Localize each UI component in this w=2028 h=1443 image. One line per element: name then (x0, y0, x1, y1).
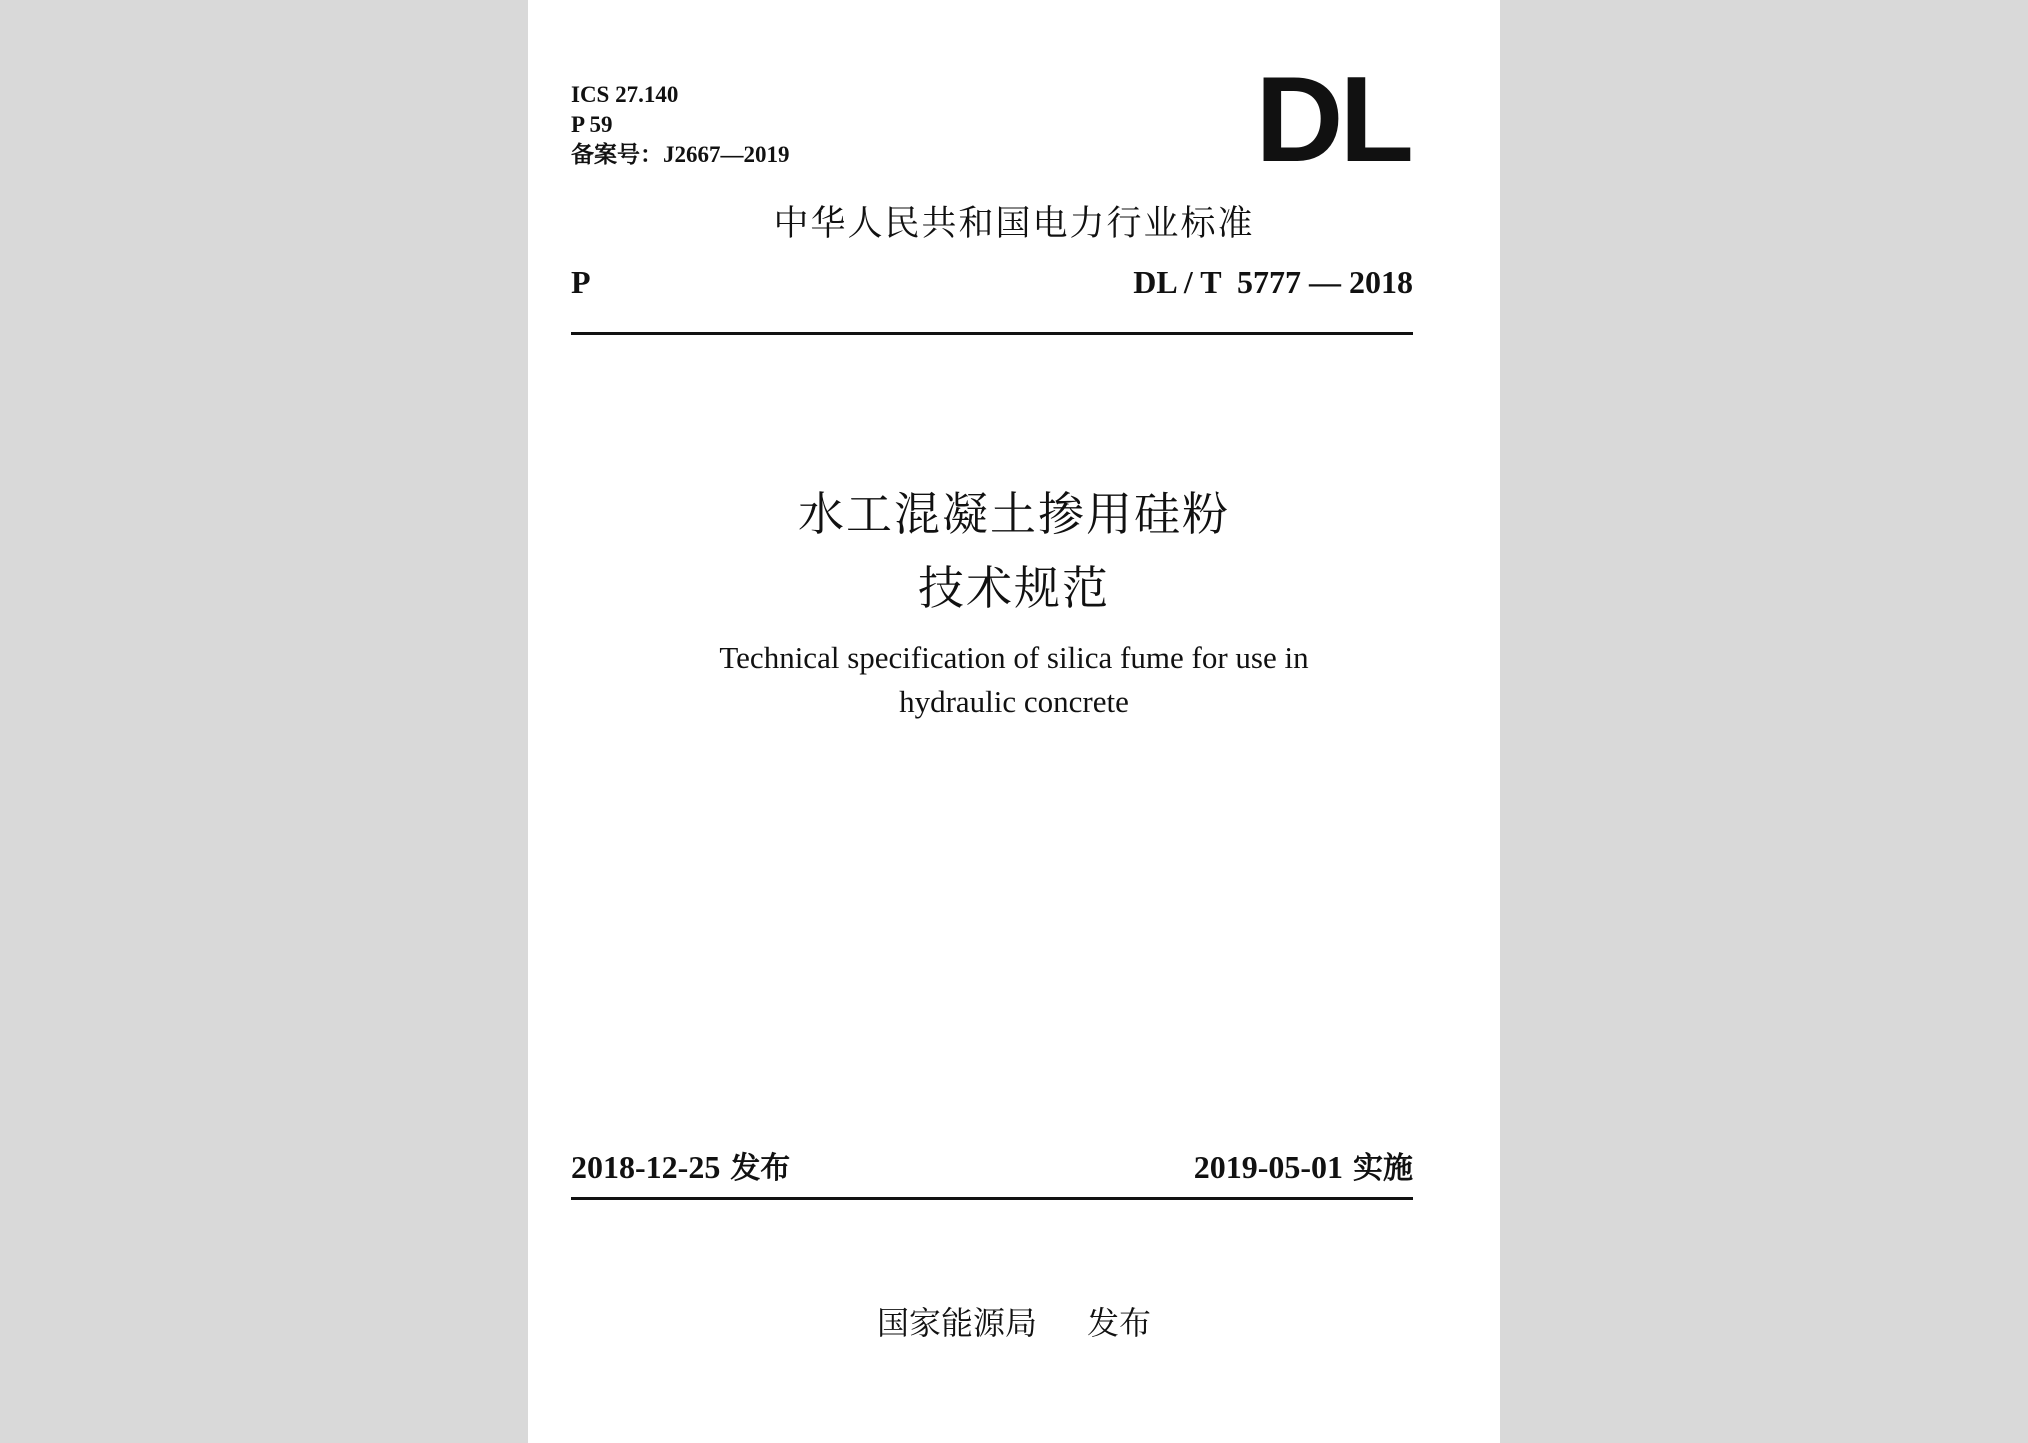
publisher-name: 国家能源局 (876, 1304, 1037, 1342)
implement-date-block (1194, 1143, 1413, 1187)
ics-code: ICS 27.140 (571, 82, 679, 107)
filing-number: 备案号：J2667—2019 (571, 142, 790, 167)
title-en-line1: Technical specification of silica fume for use in (719, 640, 1309, 675)
issue-date-block (571, 1143, 790, 1187)
classification-code: P (571, 264, 591, 300)
title-zh-line1: 水工混凝土掺用硅粉 (798, 487, 1230, 541)
issue-label: 发布 (730, 1151, 791, 1186)
title-en-line2: hydraulic concrete (899, 684, 1129, 719)
document-cover (528, 0, 1500, 1443)
header-meta (571, 80, 790, 170)
implement-date: 2019-05-01 (1193, 1149, 1343, 1185)
title-zh-line2: 技术规范 (918, 561, 1110, 615)
implement-label: 实施 (1353, 1151, 1413, 1186)
dl-logo: DL (1255, 51, 1410, 187)
ccs-code: P 59 (571, 112, 613, 137)
industry-standard-title: 中华人民共和国电力行业标准 (773, 204, 1255, 244)
bottom-divider (571, 1197, 1413, 1200)
top-divider (571, 332, 1413, 335)
standard-number: DL / T 5777 — 2018 (1133, 264, 1413, 300)
publisher-action: 发布 (1087, 1304, 1152, 1342)
publisher-line (528, 1298, 1500, 1344)
issue-date: 2018-12-25 (571, 1149, 721, 1185)
